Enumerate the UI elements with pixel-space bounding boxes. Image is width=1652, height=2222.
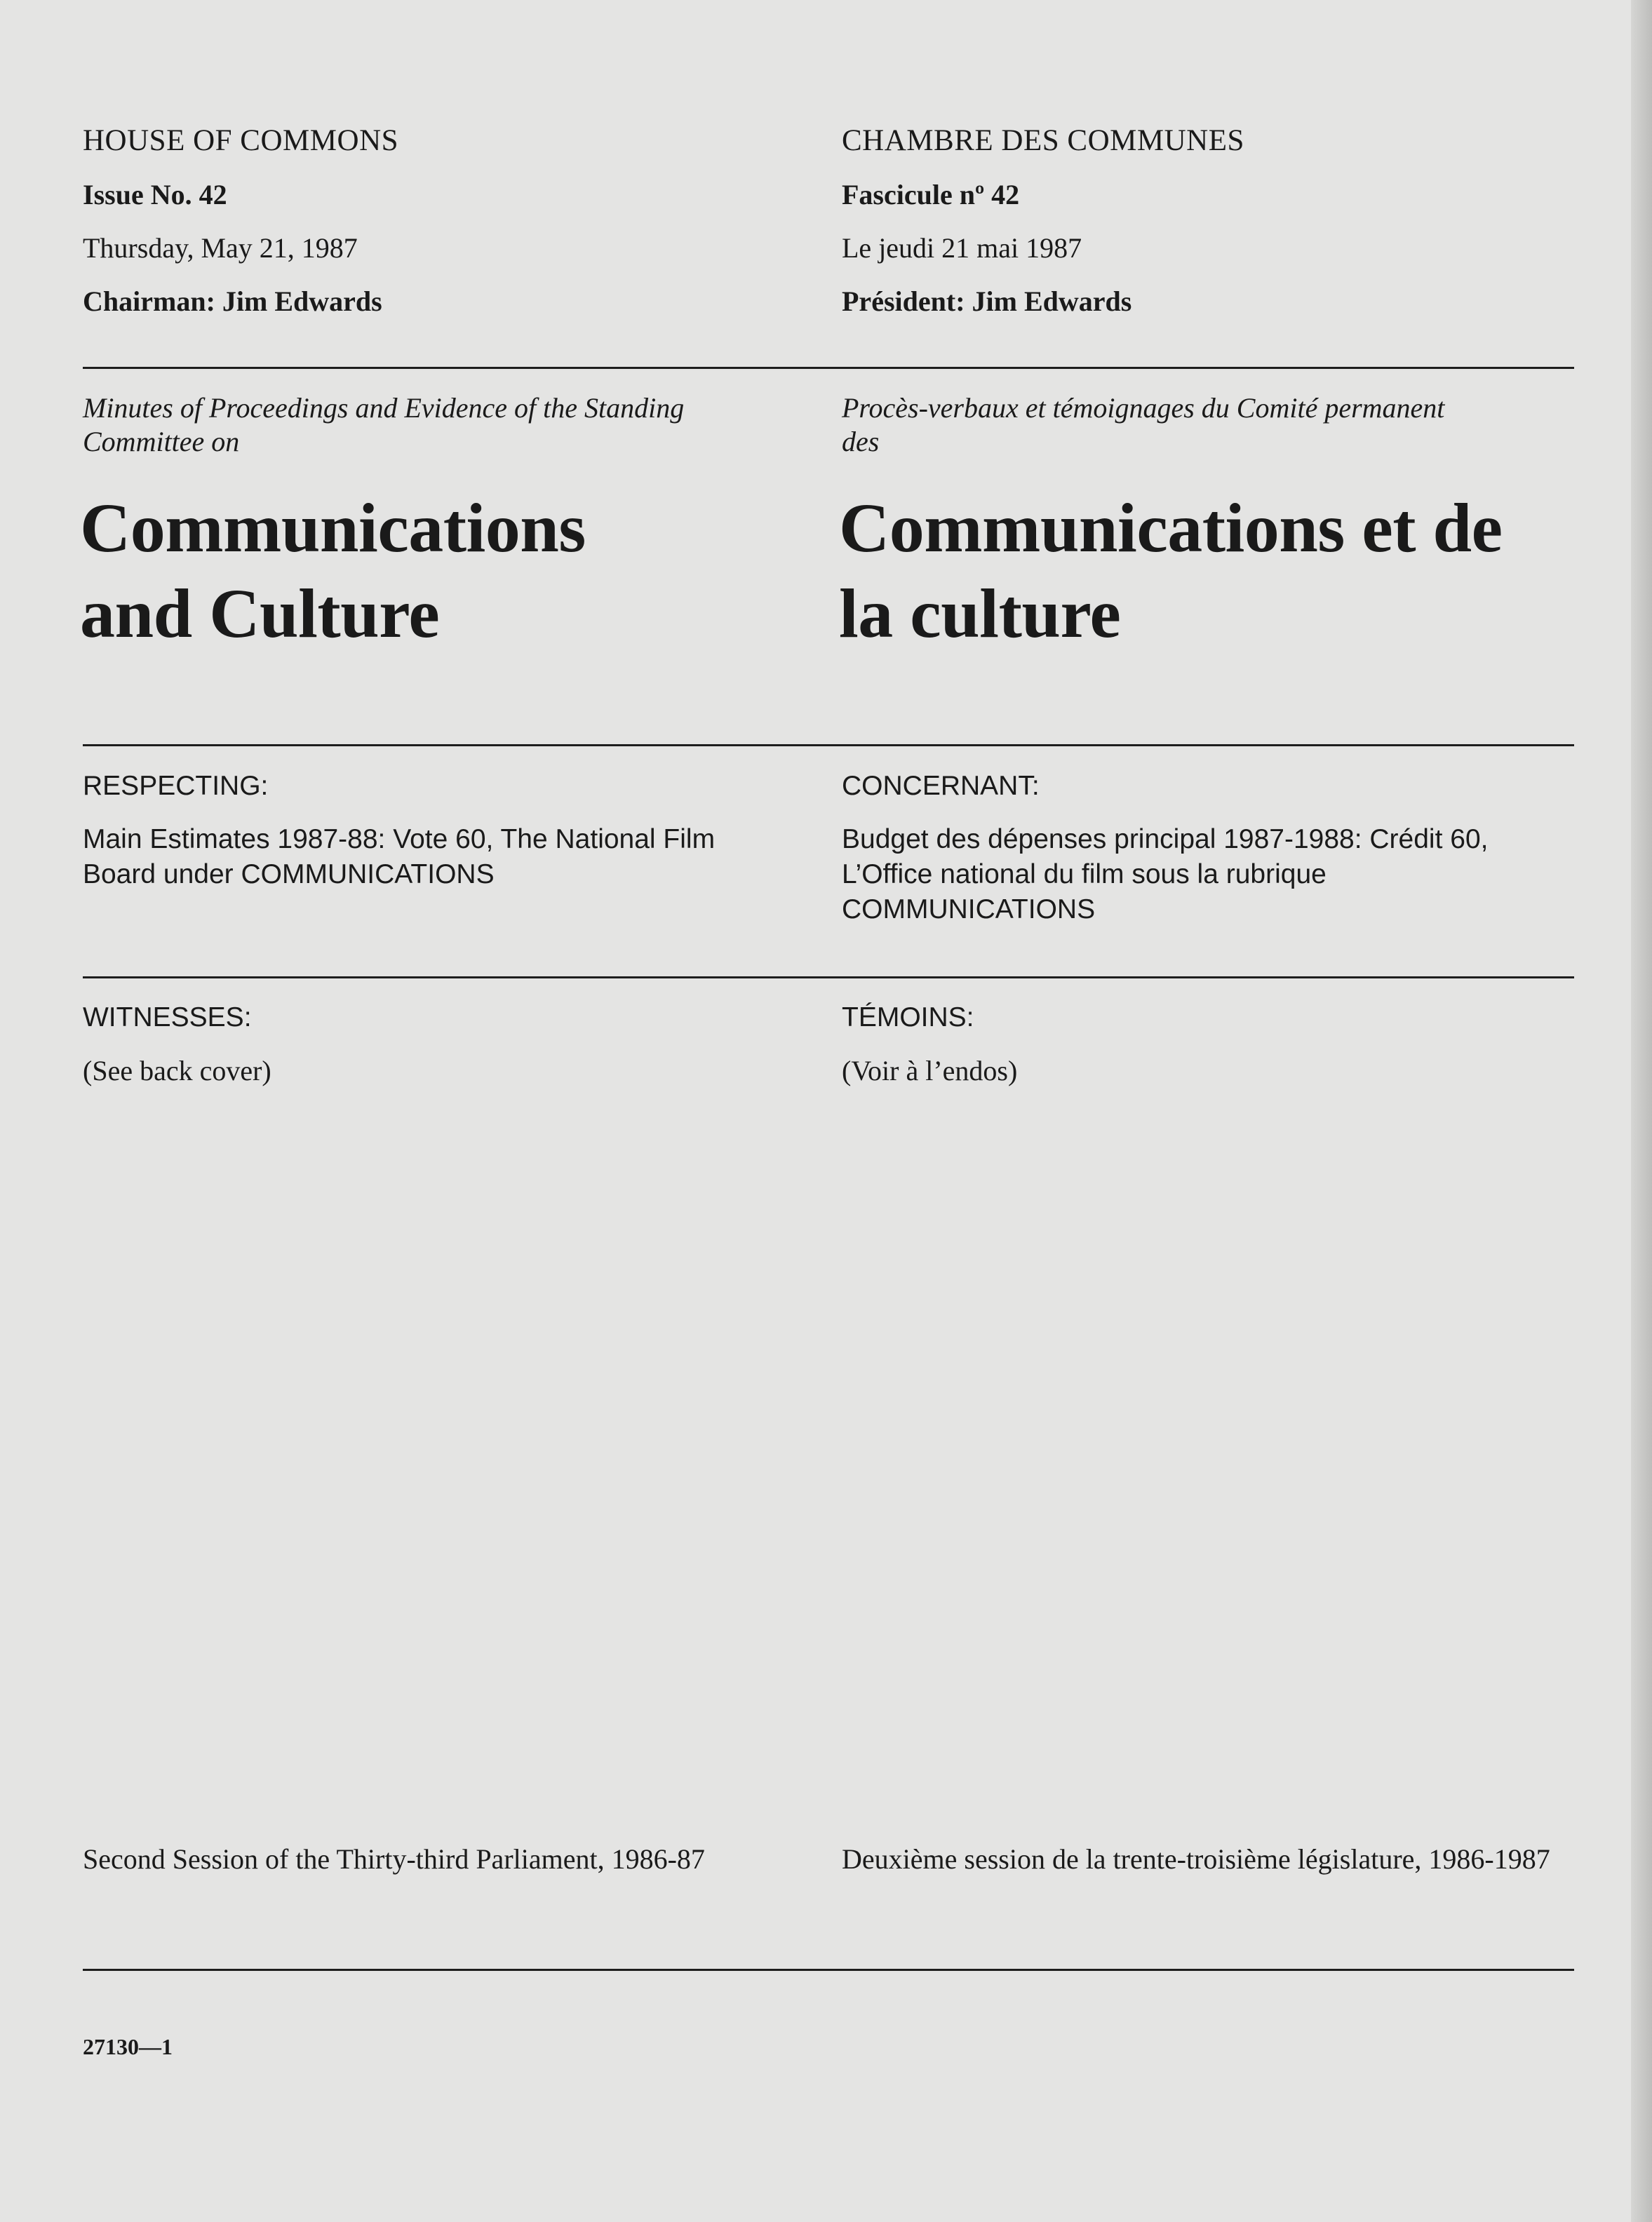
page-edge-shadow (1631, 0, 1652, 2222)
temoins-label: TÉMOINS: (842, 1002, 974, 1032)
chairman: Chairman: Jim Edwards (83, 285, 382, 317)
comite-title-line-1: Communications et de (839, 489, 1503, 567)
respecting-label: RESPECTING: (83, 771, 269, 801)
issue-number: Issue No. 42 (83, 179, 227, 210)
comite-title-line-2: la culture (839, 574, 1121, 652)
committee-title-line-2: and Culture (80, 574, 440, 652)
divider-rule (83, 1969, 1574, 1971)
divider-rule (83, 976, 1574, 978)
temoins-text: (Voir à l’endos) (842, 1055, 1018, 1086)
chambre-des-communes-header: CHAMBRE DES COMMUNES (842, 124, 1244, 157)
witnesses-text: (See back cover) (83, 1055, 271, 1086)
session-text-fr: Deuxième session de la trente-troisième législature, 1986-1987 (842, 1843, 1550, 1875)
minutes-caption: Minutes of Proceedings and Evidence of the Standing Committee on (83, 392, 685, 457)
issue-date: Thursday, May 21, 1987 (83, 232, 358, 264)
fascicule-number: Fascicule nº 42 (842, 179, 1020, 210)
house-of-commons-header: HOUSE OF COMMONS (83, 124, 399, 157)
concernant-text: Budget des dépenses principal 1987-1988: Crédit 60, L’Office national du film sous la rubrique COMMUNICATIONS (842, 824, 1489, 924)
fascicule-date: Le jeudi 21 mai 1987 (842, 232, 1082, 264)
print-code: 27130—1 (83, 2034, 173, 2059)
witnesses-label: WITNESSES: (83, 1002, 252, 1032)
committee-title-line-1: Communications (80, 489, 586, 567)
divider-rule (83, 744, 1574, 746)
president: Président: Jim Edwards (842, 285, 1132, 317)
proces-verbaux-caption: Procès-verbaux et témoignages du Comité permanent des (842, 392, 1445, 457)
session-text: Second Session of the Thirty-third Parliament, 1986-87 (83, 1843, 705, 1875)
respecting-text: Main Estimates 1987-88: Vote 60, The National Film Board under COMMUNICATIONS (83, 824, 716, 889)
concernant-label: CONCERNANT: (842, 771, 1040, 801)
divider-rule (83, 367, 1574, 369)
